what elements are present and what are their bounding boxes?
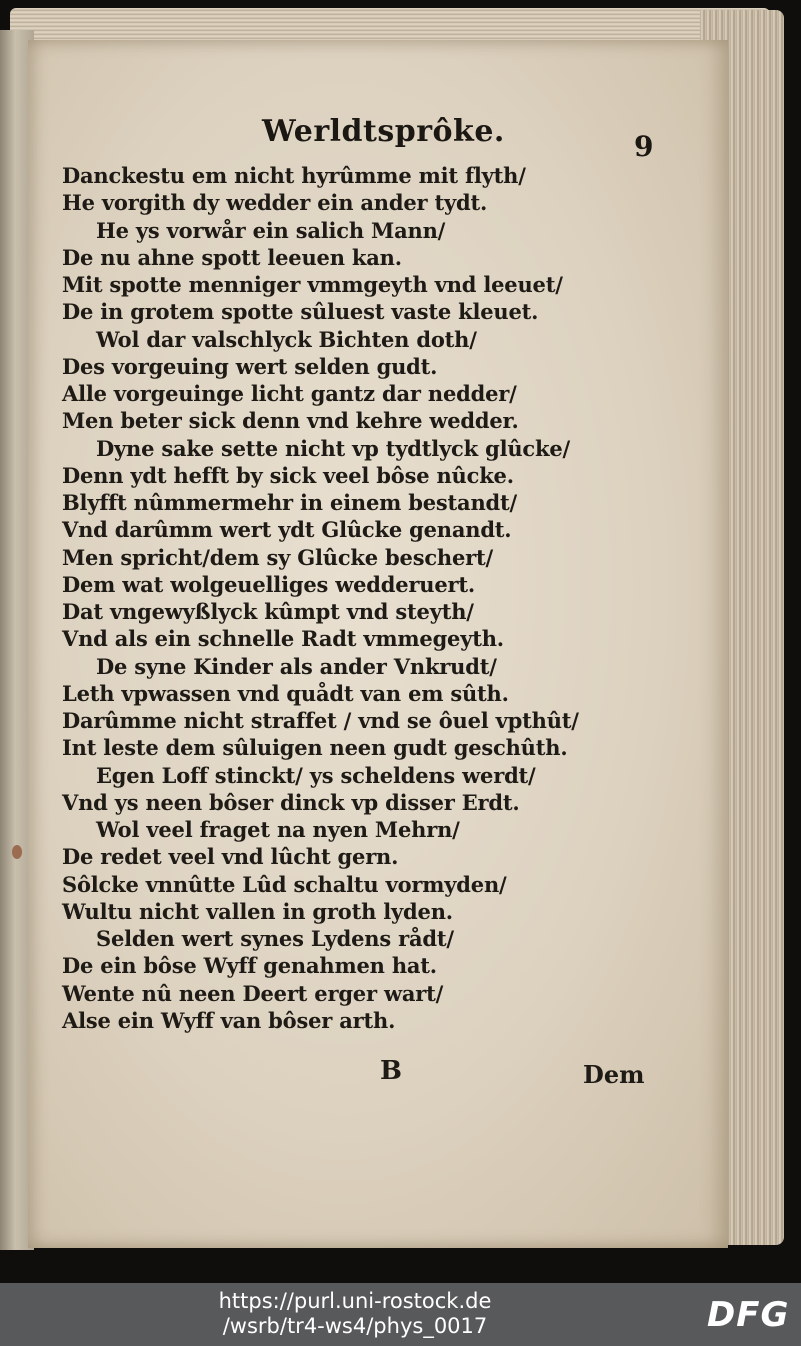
verse-line: Alle vorgeuinge licht gantz dar nedder/ <box>62 381 517 406</box>
verse-line: Egen Loff stinckt/ ys scheldens werdt/ <box>96 762 536 788</box>
verse-line: Vnd als ein schnelle Radt vmmegeyth. <box>62 626 504 652</box>
verse-line: Des vorgeuing wert selden gudt. <box>62 353 438 379</box>
verse-line: Denn ydt hefft by sick veel bôse nûcke. <box>62 462 514 488</box>
verse-line: Wol dar valschlyck Bichten doth/ <box>96 326 477 352</box>
permalink-line-1[interactable]: https://purl.uni-rostock.de <box>218 1289 492 1313</box>
verse-line: De syne Kinder als ander Vnkrudt/ <box>96 653 497 679</box>
verse-line: Mit spotte menniger vmmgeyth vnd leeuet/ <box>62 272 563 297</box>
verse-line: Men spricht/dem sy Glûcke beschert/ <box>62 544 493 570</box>
verse-line: He vorgith dy wedder ein ander tydt. <box>62 190 488 216</box>
verse-line: Vnd ys neen bôser dinck vp disser Erdt. <box>62 789 520 815</box>
ink-stain <box>12 845 22 859</box>
verse-line: Danckestu em nicht hyrûmme mit flyth/ <box>62 163 526 188</box>
running-head: Werldtsprôke. <box>262 114 505 149</box>
verse-line: Selden wert synes Lydens rådt/ <box>96 926 454 951</box>
verse-line: Leth vpwassen vnd quådt van em sûth. <box>62 680 509 706</box>
permalink-url[interactable] <box>170 1289 540 1339</box>
catchword: Dem <box>583 1060 645 1089</box>
verse-line: Alse ein Wyff van bôser arth. <box>62 1007 396 1033</box>
verse-line: Sôlcke vnnûtte Lûd schaltu vormyden/ <box>62 871 507 897</box>
verse-line: Vnd darûmm wert ydt Glûcke genandt. <box>62 517 512 543</box>
dfg-logo: DFG <box>707 1295 790 1335</box>
verse-line: Dem wat wolgeuelliges wedderuert. <box>62 571 475 597</box>
verse-line: Wente nû neen Deert erger wart/ <box>62 980 444 1006</box>
verse-line: De redet veel vnd lûcht gern. <box>62 844 399 870</box>
verse-line: Wol veel fraget na nyen Mehrn/ <box>96 817 460 842</box>
verse-line: De ein bôse Wyff genahmen hat. <box>62 953 437 979</box>
verse-line: Dat vngewyßlyck kûmpt vnd steyth/ <box>62 599 474 624</box>
verse-text-block <box>62 162 622 1034</box>
verse-line: Dyne sake sette nicht vp tydtlyck glûcke/ <box>96 435 570 461</box>
verse-line: De in grotem spotte sûluest vaste kleuet. <box>62 299 539 325</box>
page-number: 9 <box>634 130 654 163</box>
footer-bar <box>0 1283 801 1346</box>
permalink-line-2[interactable]: /wsrb/tr4-ws4/phys_0017 <box>222 1314 488 1338</box>
verse-line: Men beter sick denn vnd kehre wedder. <box>62 408 519 434</box>
verse-line: Darûmme nicht straffet / vnd se ôuel vpthût/ <box>62 708 579 733</box>
verse-line: Blyfft nûmmermehr in einem bestandt/ <box>62 490 517 515</box>
verse-line: Wultu nicht vallen in groth lyden. <box>62 898 453 924</box>
signature-mark: B <box>380 1056 402 1086</box>
verse-line: He ys vorwår ein salich Mann/ <box>96 217 446 243</box>
verse-line: De nu ahne spott leeuen kan. <box>62 244 402 270</box>
verse-line: Int leste dem sûluigen neen gudt geschûth. <box>62 735 568 761</box>
